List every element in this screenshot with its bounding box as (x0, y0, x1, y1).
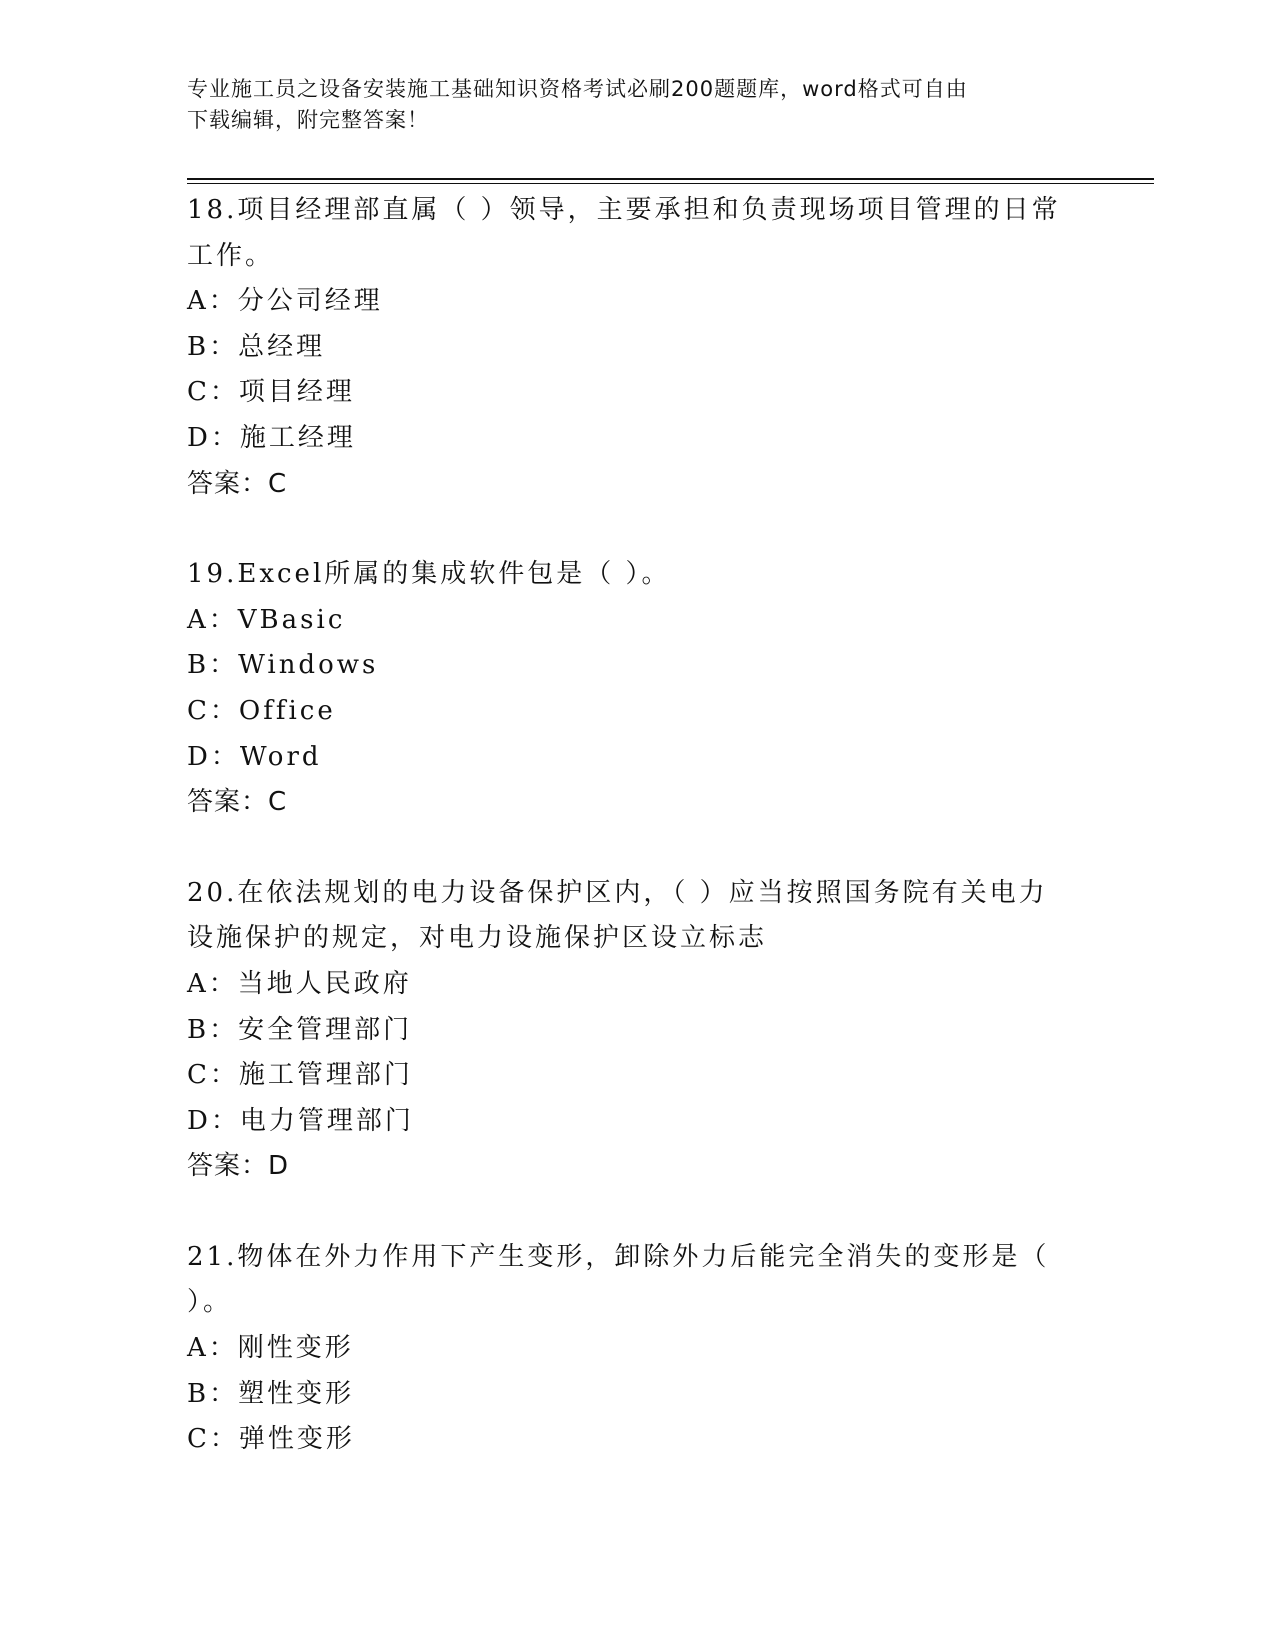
question-text: 21.物体在外力作用下产生变形，卸除外力后能完全消失的变形是（ ）。 (187, 1241, 1050, 1318)
question-19 (187, 552, 1067, 826)
question-21 (187, 1235, 1067, 1463)
option-a: A：VBasic (187, 604, 346, 635)
question-text: 18.项目经理部直属（ ）领导，主要承担和负责现场项目管理的日常工作。 (187, 195, 1061, 271)
question-list (187, 188, 1067, 1463)
option-a: A：刚性变形 (187, 1333, 354, 1364)
header-line-1: 专业施工员之设备安装施工基础知识资格考试必刷200题题库，word格式可自由 (187, 77, 968, 101)
option-a: A：当地人民政府 (187, 968, 412, 999)
question-20 (187, 871, 1067, 1190)
header-line-2: 下载编辑，附完整答案！ (187, 108, 429, 132)
question-18 (187, 188, 1067, 507)
option-b: B：塑性变形 (187, 1378, 355, 1409)
question-text: 20.在依法规划的电力设备保护区内，（ ）应当按照国务院有关电力设施保护的规定，对电力设施保护区设立标志 (187, 877, 1048, 954)
answer: 答案：C (187, 787, 288, 818)
option-c: C：项目经理 (187, 377, 355, 408)
option-c: C：施工管理部门 (187, 1060, 413, 1091)
option-b: B：安全管理部门 (187, 1014, 413, 1045)
option-d: D：Word (187, 741, 322, 772)
header-rule-thick (187, 178, 1154, 180)
option-d: D：电力管理部门 (187, 1105, 414, 1136)
option-c: C：Office (187, 695, 336, 726)
option-c: C：弹性变形 (187, 1424, 355, 1455)
answer: 答案：D (187, 1151, 290, 1182)
document-header (187, 74, 1067, 136)
option-b: B：Windows (187, 650, 379, 681)
answer: 答案：C (187, 468, 288, 499)
option-d: D：施工经理 (187, 422, 356, 453)
header-rule-thin (187, 183, 1154, 184)
option-a: A：分公司经理 (187, 286, 383, 317)
option-b: B：总经理 (187, 331, 326, 362)
question-text: 19.Excel所属的集成软件包是（ ）。 (187, 559, 671, 590)
